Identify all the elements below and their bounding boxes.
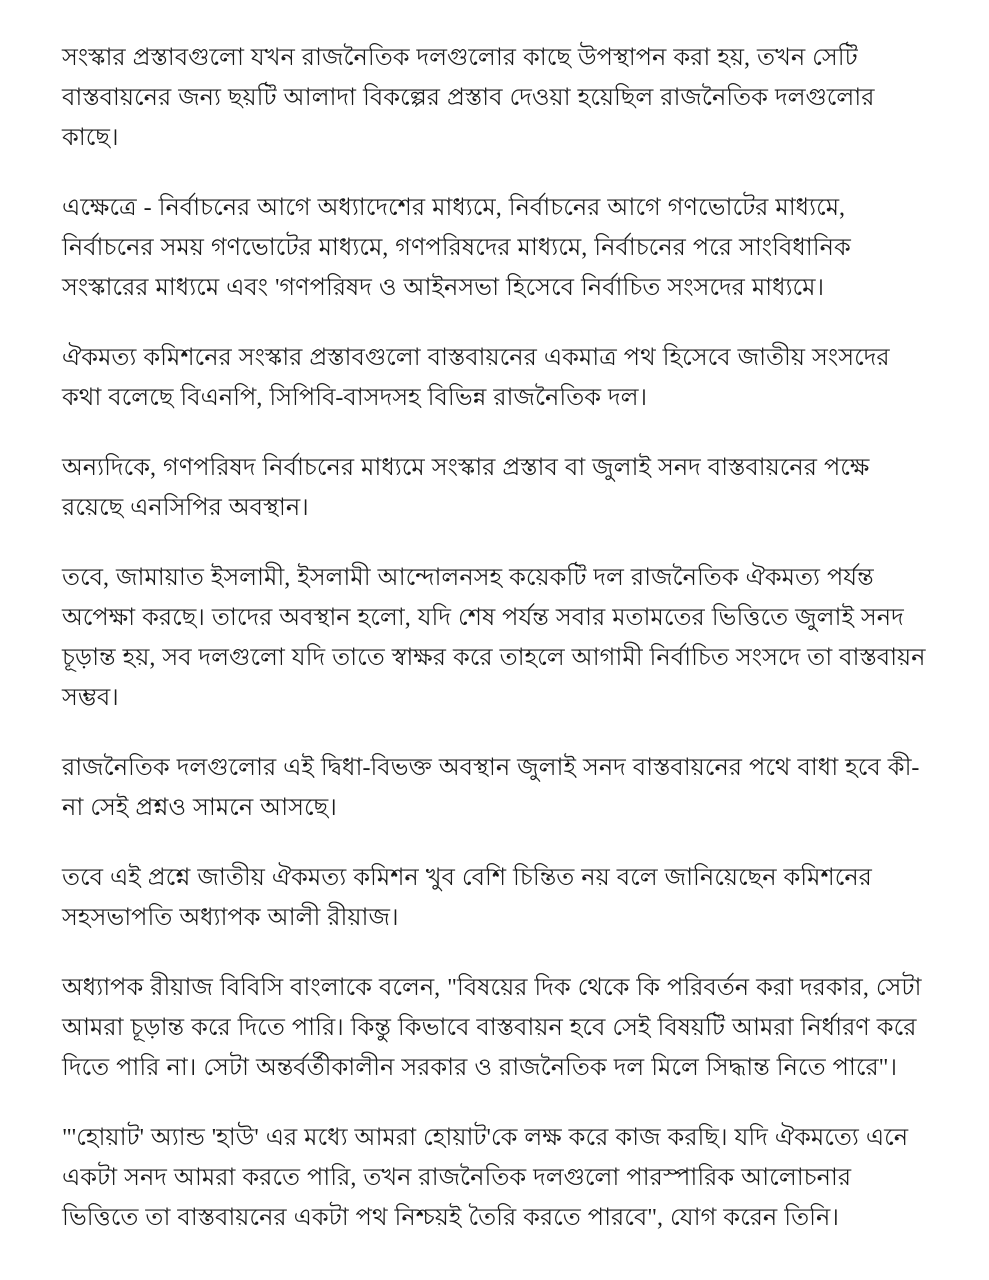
article-paragraph: অধ্যাপক রীয়াজ বিবিসি বাংলাকে বলেন, "বিষয়ের দিক থেকে কি পরিবর্তন করা দরকার, সেটা আমরা চূড়ান্ত করে দিতে পারি। কিন্তু কিভাবে বাস্তবায়ন হবে সেই বিষয়টি আমরা নির্ধারণ করে দিতে পারি না। সেটা অন্তর্বর্তীকালীন সরকার ও রাজনৈতিক দল মিলে সিদ্ধান্ত নিতে পারে"।	[62, 975, 922, 1081]
article-paragraph: তবে এই প্রশ্নে জাতীয় ঐকমত্য কমিশন খুব বেশি চিন্তিত নয় বলে জানিয়েছেন কমিশনের সহসভাপতি অধ্যাপক আলী রীয়াজ।	[62, 865, 872, 931]
article-paragraph: রাজনৈতিক দলগুলোর এই দ্বিধা-বিভক্ত অবস্থান জুলাই সনদ বাস্তবায়নের পথে বাধা হবে কী-না সেই প্রশ্নও সামনে আসছে।	[62, 755, 920, 821]
article-paragraph: তবে, জামায়াত ইসলামী, ইসলামী আন্দোলনসহ কয়েকটি দল রাজনৈতিক ঐকমত্য পর্যন্ত অপেক্ষা করছে। তাদের অবস্থান হলো, যদি শেষ পর্যন্ত সবার মতামতের ভিত্তিতে জুলাই সনদ চূড়ান্ত হয়, সব দলগুলো যদি তাতে স্বাক্ষর করে তাহলে আগামী নির্বাচিত সংসদে তা বাস্তবায়ন সম্ভব।	[62, 565, 926, 711]
article-paragraph: ঐকমত্য কমিশনের সংস্কার প্রস্তাবগুলো বাস্তবায়নের একমাত্র পথ হিসেবে জাতীয় সংসদের কথা বলেছে বিএনপি, সিপিবি-বাসদসহ বিভিন্ন রাজনৈতিক দল।	[62, 345, 890, 411]
article-body	[62, 38, 931, 1238]
article-paragraph: অন্যদিকে, গণপরিষদ নির্বাচনের মাধ্যমে সংস্কার প্রস্তাব বা জুলাই সনদ বাস্তবায়নের পক্ষে রয়েছে এনসিপির অবস্থান।	[62, 455, 870, 521]
article-paragraph: এক্ষেত্রে - নির্বাচনের আগে অধ্যাদেশের মাধ্যমে, নির্বাচনের আগে গণভোটের মাধ্যমে, নির্বাচনের সময় গণভোটের মাধ্যমে, গণপরিষদের মাধ্যমে, নির্বাচনের পরে সাংবিধানিক সংস্কারের মাধ্যমে এবং 'গণপরিষদ ও আইনসভা হিসেবে নির্বাচিত সংসদের মাধ্যমে।	[62, 195, 851, 301]
article-paragraph: "'হোয়াট' অ্যান্ড 'হাউ' এর মধ্যে আমরা হোয়াট'কে লক্ষ করে কাজ করছি। যদি ঐকমত্যে এনে একটা সনদ আমরা করতে পারি, তখন রাজনৈতিক দলগুলো পারস্পারিক আলোচনার ভিত্তিতে তা বাস্তবায়নের একটা পথ নিশ্চয়ই তৈরি করতে পারবে", যোগ করেন তিনি।	[62, 1125, 909, 1231]
article-paragraph: সংস্কার প্রস্তাবগুলো যখন রাজনৈতিক দলগুলোর কাছে উপস্থাপন করা হয়, তখন সেটি বাস্তবায়নের জন্য ছয়টি আলাদা বিকল্পের প্রস্তাব দেওয়া হয়েছিল রাজনৈতিক দলগুলোর কাছে।	[62, 45, 875, 151]
